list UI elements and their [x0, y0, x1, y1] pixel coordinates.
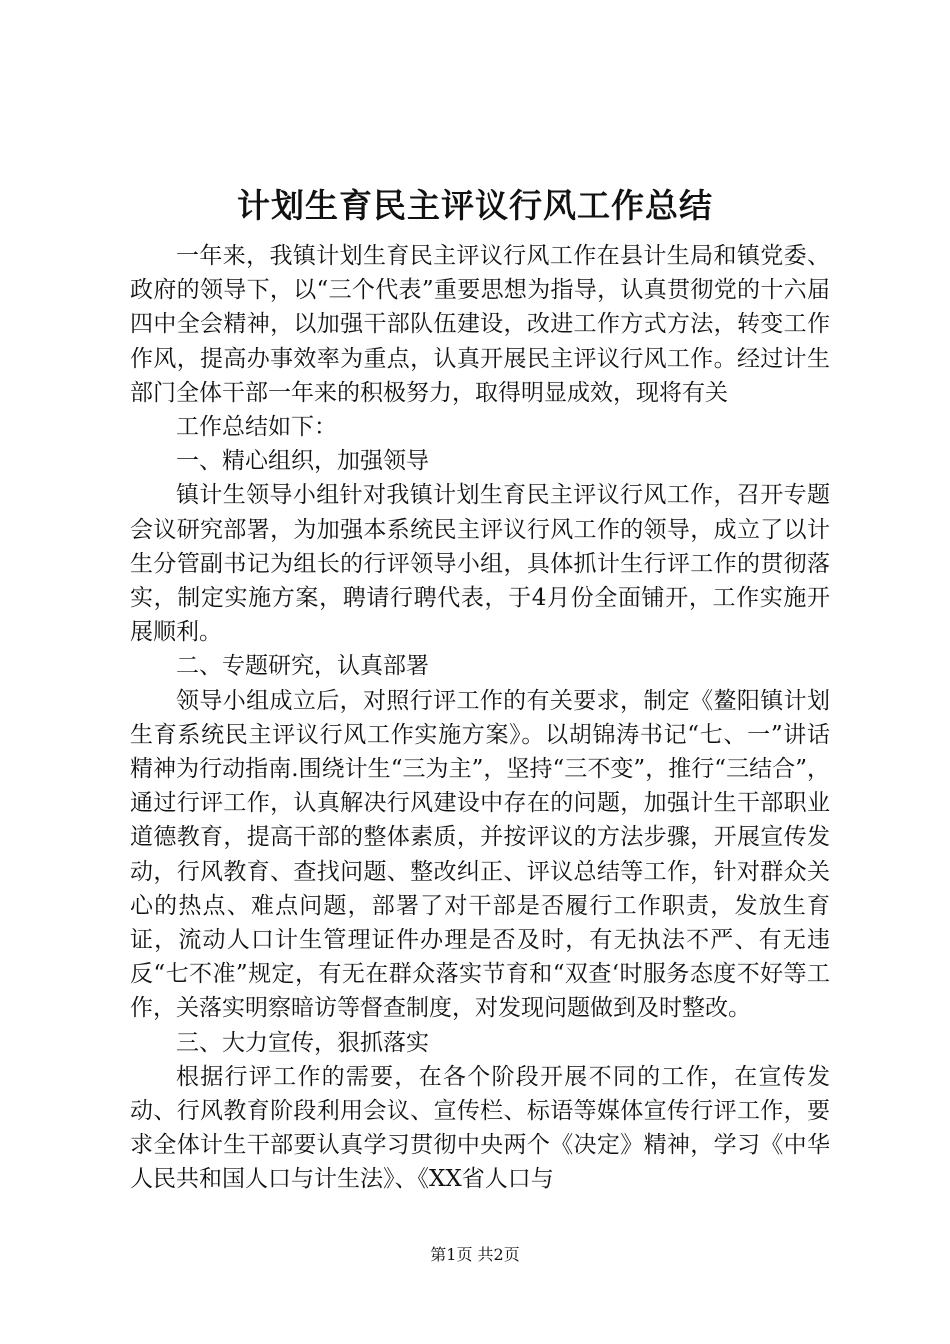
- section-heading-1: 一、精心组织，加强领导: [176, 448, 429, 475]
- paragraph-summary-lead: 工作总结如下：: [176, 414, 337, 441]
- paragraph-section-2: 领导小组成立后，对照行评工作的有关要求，制定《鳌阳镇计划生育系统民主评议行风工作实施方案》。以胡锦涛书记“七、一”讲话精神为行动指南.围绕计生“三为主”，坚持“三不变”，推行“三结合”，通过行评工作，认真解决行风建设中存在的问题，加强计生干部职业道德教育，提高干部的整体素质，并按评议的方法步骤，开展宣传发动，行风教育、查找问题、整改纠正、评议总结等工作，针对群众关心的热点、难点问题，部署了对干部是否履行工作职责，发放生育证，流动人口计生管理证件办理是否及时，有无执法不严、有无违反“七不准”规定，有无在群众落实节育和“双查‘时服务态度不好等工作，关落实明察暗访等督查制度，对发现问题做到及时整改。: [130, 687, 830, 1022]
- paragraph-section-1: 镇计生领导小组针对我镇计划生育民主评议行风工作，召开专题会议研究部署，为加强本系统民主评议行风工作的领导，成立了以计生分管副书记为组长的行评领导小组，具体抓计生行评工作的贯彻落实，制定实施方案，聘请行聘代表，于4月份全面铺开，工作实施开展顺利。: [130, 482, 830, 646]
- document-body: [130, 239, 830, 1197]
- section-heading-3: 三、大力宣传，狠抓落实: [176, 1029, 429, 1056]
- document-title: 计划生育民主评议行风工作总结: [237, 186, 713, 225]
- paragraph-intro: 一年来，我镇计划生育民主评议行风工作在县计生局和镇党委、政府的领导下，以“三个代表”重要思想为指导，认真贯彻党的十六届四中全会精神，以加强干部队伍建设，改进工作方式方法，转变工作作风，提高办事效率为重点，认真开展民主评议行风工作。经过计生部门全体干部一年来的积极努力，取得明显成效，现将有关: [130, 243, 830, 406]
- paragraph-section-3: 根据行评工作的需要，在各个阶段开展不同的工作，在宣传发动、行风教育阶段利用会议、宣传栏、标语等媒体宣传行评工作，要求全体计生干部要认真学习贯彻中央两个《决定》精神，学习《中华人民共和国人口与计生法》、《XX省人口与: [130, 1063, 830, 1193]
- section-heading-2: 二、专题研究，认真部署: [176, 653, 429, 680]
- page-footer: 第1页 共2页: [430, 1245, 520, 1264]
